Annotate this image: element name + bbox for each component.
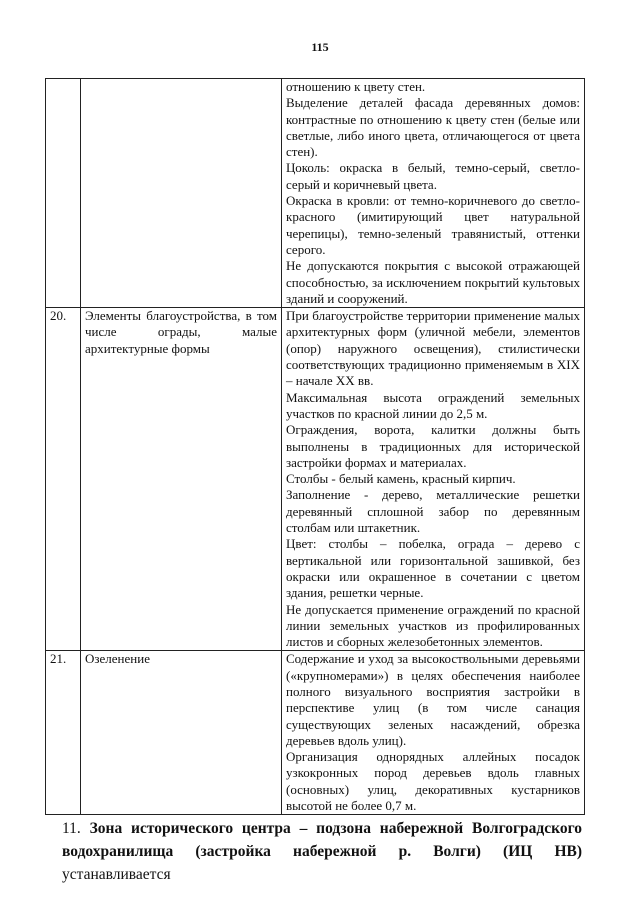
section-tail-text: устанавливается xyxy=(62,866,171,883)
table-row xyxy=(46,651,585,815)
row-description-cell xyxy=(282,79,585,308)
row-name-cell: Озеленение xyxy=(81,651,282,815)
description-paragraph: Цвет: столбы – побелка, ограда – дерево с вертикальной или горизонтальной зашивкой, без окраски или окрашенное в сочетании с цветом здания, решетки черные. xyxy=(286,536,580,601)
page-number: 115 xyxy=(311,40,329,54)
table-row xyxy=(46,79,585,308)
description-paragraph: отношению к цвету стен. xyxy=(286,79,426,94)
description-paragraph: Заполнение - дерево, металлические решетки деревянный сплошной забор по деревянным столбам или штакетник. xyxy=(286,487,580,536)
description-paragraph: Ограждения, ворота, калитки должны быть выполнены в традиционных для исторической застройки формах и материалах. xyxy=(286,422,580,470)
description-paragraph: Выделение деталей фасада деревянных домов: контрастные по отношению к цвету стен (белые или светлые, либо иного цвета, отличающегося от цвета стен). xyxy=(286,95,580,160)
row-name-text: Элементы благоустройства, в том числе ограды, малые архитектурные формы xyxy=(85,308,277,356)
row-number-cell: 20. xyxy=(46,308,81,651)
row-description-cell xyxy=(282,651,585,815)
table-row xyxy=(46,308,585,651)
section-title: Зона исторического центра – подзона набережной Волгоградского водохранилища (застройка набережной р. Волги) (ИЦ НВ) xyxy=(62,820,582,860)
description-paragraph: Не допускаются покрытия с высокой отражающей способностью, за исключением покрытий культовых зданий и сооружений. xyxy=(286,258,580,306)
section-number: 11. xyxy=(62,820,81,837)
description-paragraph: При благоустройстве территории применение малых архитектурных форм (уличной мебели, элементов (опор) наружного освещения), стилистически соответствующих традиционно применяемым в XIX – начале XX вв. xyxy=(286,308,580,389)
description-paragraph: Максимальная высота ограждений земельных участков по красной линии до 2,5 м. xyxy=(286,389,580,421)
row-name-cell xyxy=(81,79,282,308)
description-paragraph: Содержание и уход за высокоствольными деревьями («крупномерами») в целях обеспечения наиболее полного визуального восприятия застройки в перспективе улиц (в том числе санация существующих зеленых насаждений, обрезка деревьев вдоль улиц). xyxy=(286,651,580,748)
description-paragraph: Столбы - белый камень, красный кирпич. xyxy=(286,471,516,487)
description-paragraph: Цоколь: окраска в белый, темно-серый, светло-серый и коричневый цвета. xyxy=(286,160,580,192)
description-paragraph: Организация однорядных аллейных посадок узкокронных пород деревьев вдоль главных (основных) улиц, декоративных кустарников высотой не более 0,7 м. xyxy=(286,749,580,814)
section-heading-paragraph xyxy=(62,817,582,886)
row-number-cell xyxy=(46,79,81,308)
row-number-cell: 21. xyxy=(46,651,81,815)
description-paragraph: Окраска в кровли: от темно-коричневого до светло-красного (имитирующий цвет натуральной черепицы), темно-зеленый травянистый, оттенки серого. xyxy=(286,193,580,257)
row-name-cell xyxy=(81,308,282,651)
row-description-cell xyxy=(282,308,585,651)
regulations-table xyxy=(45,78,585,815)
description-paragraph: Не допускается применение ограждений по красной линии земельных участков из профилированных листов и сборных железобетонных элементов. xyxy=(286,601,580,650)
